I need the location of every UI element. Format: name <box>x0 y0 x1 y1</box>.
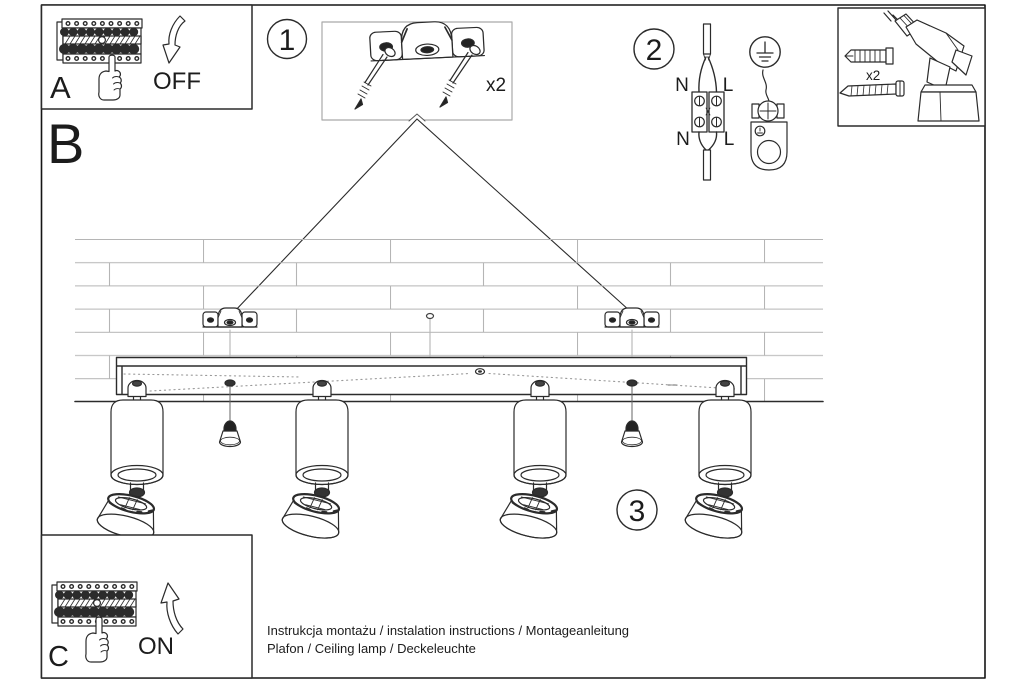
wire-label-l-bottom: L <box>723 129 735 150</box>
power-off-panel <box>42 5 253 109</box>
lamp-rail <box>116 357 747 395</box>
box-a-letter: A <box>50 70 71 105</box>
wire-label-n-top: N <box>675 75 689 96</box>
footer-product-line: Plafon / Ceiling lamp / Deckeleuchte <box>267 641 476 656</box>
step-2-number: 2 <box>645 34 663 67</box>
section-b-letter: B <box>47 112 85 175</box>
footer-instructions-line: Instrukcja montażu / instalation instructions / Montageanleitung <box>267 623 630 638</box>
wall-anchor-icon <box>845 48 893 64</box>
step-3 <box>617 490 657 530</box>
cable-hole <box>427 314 434 319</box>
wire-label-n-bottom: N <box>676 129 690 150</box>
ground-symbol-icon <box>750 37 780 67</box>
breaker-panel-icon <box>57 19 142 63</box>
box-a-action-label: OFF <box>153 68 201 95</box>
step-3-number: 3 <box>628 495 646 528</box>
box-c-action-label: ON <box>138 633 174 660</box>
breaker-panel-icon <box>52 582 137 626</box>
power-on-panel <box>42 535 253 678</box>
step-1-quantity: x2 <box>486 75 507 96</box>
tools-box <box>838 8 985 126</box>
step-1-number: 1 <box>278 24 296 57</box>
box-c-letter: C <box>48 641 69 673</box>
tools-quantity: x2 <box>866 68 881 83</box>
wire-label-l-top: L <box>722 75 734 96</box>
